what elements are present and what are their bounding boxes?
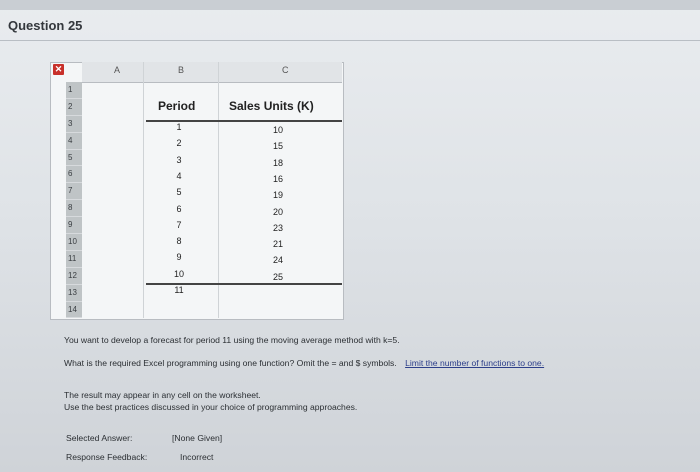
- row-number: 10: [66, 234, 82, 251]
- row-number: 1: [66, 82, 82, 99]
- period-cell: 10: [173, 268, 184, 279]
- row-number: 5: [66, 150, 82, 167]
- sales-header: Sales Units (K): [229, 99, 314, 113]
- response-feedback-value: Incorrect: [180, 452, 214, 462]
- prompt-line-2: [64, 358, 544, 368]
- period-cell: 2: [176, 138, 182, 149]
- sales-cell: 15: [272, 141, 283, 152]
- row-number: 7: [66, 183, 82, 200]
- question-divider: [0, 40, 700, 41]
- row-number: 12: [66, 268, 82, 285]
- period-cell: 8: [176, 236, 182, 247]
- row-number: 6: [66, 166, 82, 183]
- row-number-column: [66, 82, 82, 318]
- period-cell: 1: [176, 122, 182, 132]
- period-cell: 11: [174, 285, 184, 295]
- sales-cell: 23: [272, 222, 283, 233]
- response-feedback-label: Response Feedback:: [66, 452, 148, 462]
- selected-answer-value: [None Given]: [172, 433, 223, 443]
- period-cell: 3: [176, 154, 182, 165]
- limit-functions-link[interactable]: Limit the number of functions to one.: [405, 358, 545, 368]
- selected-answer-label: Selected Answer:: [66, 433, 133, 443]
- column-header-bar: [82, 62, 342, 83]
- period-cell: 6: [176, 203, 182, 214]
- row-number: 11: [66, 251, 82, 268]
- prompt-line-2-text: What is the required Excel programming using one function? Omit the = and $ symbols.: [64, 358, 397, 368]
- sales-cell: 25: [272, 271, 283, 282]
- column-divider: [218, 62, 219, 318]
- sales-cell: 18: [272, 157, 283, 168]
- sales-cell: 24: [272, 255, 283, 266]
- prompt-line-1: You want to develop a forecast for period 11 using the moving average method with k=5.: [64, 335, 400, 345]
- top-bar: [0, 0, 700, 10]
- question-title: Question 25: [8, 18, 83, 33]
- row-number: 14: [66, 302, 82, 319]
- broken-image-icon: ✕: [54, 64, 63, 74]
- period-cell: 4: [176, 170, 182, 181]
- column-b-header: B: [178, 65, 185, 75]
- period-cell: 9: [176, 252, 182, 263]
- sales-cell: 21: [272, 239, 283, 250]
- period-header: Period: [158, 99, 196, 113]
- prompt-line-4: Use the best practices discussed in your choice of programming approaches.: [64, 402, 358, 412]
- period-cell: 7: [176, 219, 182, 230]
- row-number: 9: [66, 217, 82, 234]
- row-number: 2: [66, 99, 82, 116]
- row-number: 8: [66, 200, 82, 217]
- row-number: 4: [66, 133, 82, 150]
- row-number: 3: [66, 116, 82, 133]
- column-divider: [143, 62, 144, 318]
- sales-cell: 10: [272, 125, 283, 135]
- sales-cell: 19: [272, 190, 283, 201]
- column-c-header: C: [282, 65, 289, 75]
- period-cell: 5: [176, 187, 182, 198]
- prompt-line-3: The result may appear in any cell on the worksheet.: [64, 390, 261, 400]
- sales-cell: 20: [272, 206, 283, 217]
- sales-cell: 16: [272, 173, 283, 184]
- column-a-header: A: [114, 65, 121, 75]
- row-number: 13: [66, 285, 82, 302]
